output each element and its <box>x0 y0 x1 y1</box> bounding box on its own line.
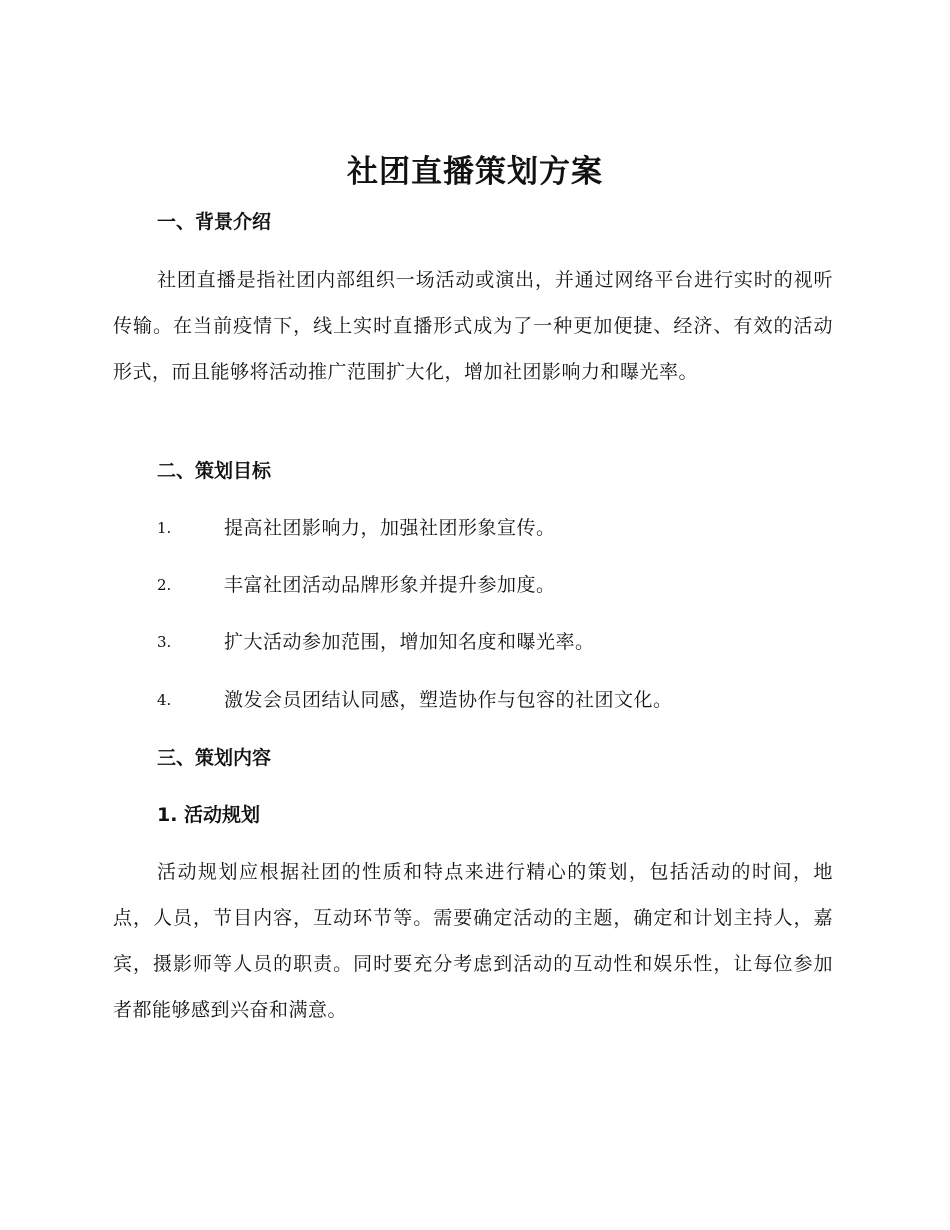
goal-list-item <box>157 685 837 715</box>
section-heading-content: 三、策划内容 <box>157 747 272 769</box>
list-number: 3. <box>157 633 172 651</box>
list-text: 扩大活动参加范围，增加知名度和曝光率。 <box>224 631 595 653</box>
goal-list-item <box>157 570 837 600</box>
background-paragraph: 社团直播是指社团内部组织一场活动或演出，并通过网络平台进行实时的视听传输。在当前疫情下，线上实时直播形式成为了一种更加便捷、经济、有效的活动形式，而且能够将活动推广范围扩大化，增加社团影响力和曝光率。 <box>113 269 833 383</box>
list-number: 4. <box>157 691 172 709</box>
section-heading-goals: 二、策划目标 <box>157 460 272 482</box>
document-title: 社团直播策划方案 <box>347 154 603 190</box>
activity-planning-paragraph: 活动规划应根据社团的性质和特点来进行精心的策划，包括活动的时间，地点，人员，节目内容，互动环节等。需要确定活动的主题，确定和计划主持人，嘉宾，摄影师等人员的职责。同时要充分考虑到活动的互动性和娱乐性，让每位参加者都能够感到兴奋和满意。 <box>113 861 833 1021</box>
list-number: 1. <box>157 519 172 537</box>
list-number: 2. <box>157 576 172 594</box>
list-text: 丰富社团活动品牌形象并提升参加度。 <box>224 574 556 596</box>
section-heading-background: 一、背景介绍 <box>157 211 272 233</box>
list-text: 激发会员团结认同感，塑造协作与包容的社团文化。 <box>224 689 673 711</box>
subsection-heading-activity-planning: 1. 活动规划 <box>157 804 261 826</box>
goal-list-item <box>157 513 837 543</box>
goal-list-item <box>157 627 837 657</box>
list-text: 提高社团影响力，加强社团形象宣传。 <box>224 517 556 539</box>
